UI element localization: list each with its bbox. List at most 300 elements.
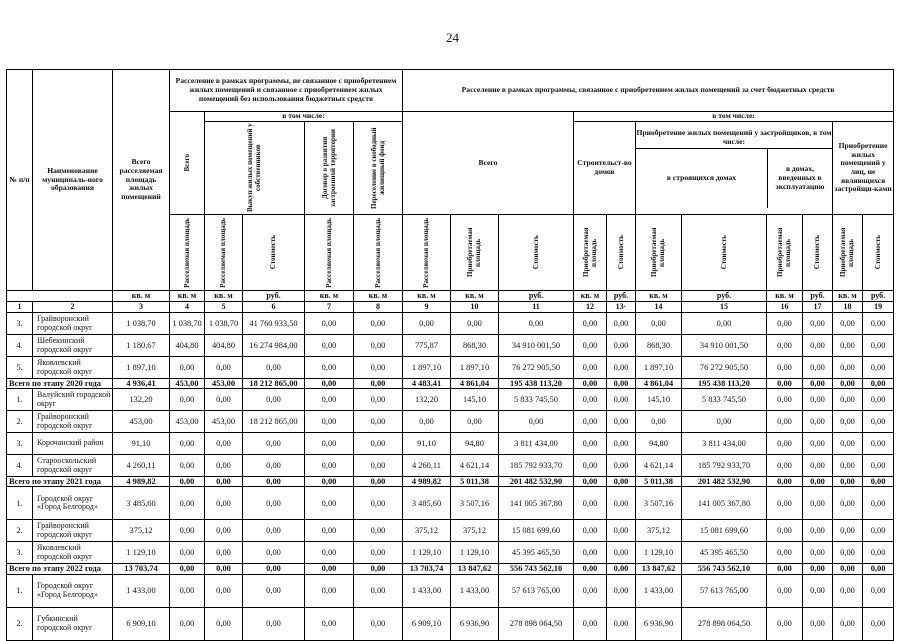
unit-cell: кв. м	[574, 291, 607, 302]
value-cell: 0,00	[205, 564, 243, 574]
value-cell: 0,00	[305, 379, 354, 389]
value-cell: 0,00	[305, 477, 354, 487]
col-num-header: № п/п	[7, 70, 33, 291]
value-cell: 1 897,10	[451, 357, 499, 379]
value-cell: 0,00	[205, 487, 243, 520]
value-cell: 0,00	[451, 313, 499, 335]
value-cell: 0,00	[205, 542, 243, 564]
value-cell: 0,00	[767, 607, 803, 640]
value-cell: 0,00	[574, 389, 607, 411]
table-body	[7, 313, 894, 641]
value-cell: 0,00	[170, 433, 205, 455]
row-number: 3.	[7, 433, 33, 455]
value-cell: 15 081 699,60	[499, 520, 574, 542]
value-cell: 0,00	[636, 411, 682, 433]
value-cell: 0,00	[833, 313, 863, 335]
value-cell: 0,00	[354, 455, 403, 477]
value-cell: 0,00	[607, 389, 636, 411]
row-number: 4.	[7, 455, 33, 477]
value-cell: 1 129,10	[113, 542, 170, 564]
value-cell: 0,00	[833, 574, 863, 607]
subhdr-cost: Стоимость	[803, 215, 833, 291]
value-cell: 0,00	[803, 520, 833, 542]
table-row	[7, 574, 894, 607]
including-header-left: в том числе:	[205, 112, 403, 122]
value-cell: 0,00	[803, 477, 833, 487]
value-cell: 0,00	[243, 520, 305, 542]
subhdr-resettled-area: Расселяемая площадь	[205, 215, 243, 291]
value-cell: 0,00	[354, 379, 403, 389]
value-cell: 0,00	[354, 574, 403, 607]
value-cell: 76 272 905,50	[682, 357, 767, 379]
value-cell: 57 613 765,00	[499, 574, 574, 607]
value-cell: 5 833 745,50	[499, 389, 574, 411]
value-cell: 0,00	[205, 520, 243, 542]
value-cell: 0,00	[803, 564, 833, 574]
value-cell: 185 792 933,70	[682, 455, 767, 477]
value-cell: 5 011,38	[636, 477, 682, 487]
value-cell: 0,00	[833, 379, 863, 389]
municipality-name: Шебекинский городской округ	[33, 335, 113, 357]
value-cell: 0,00	[863, 389, 894, 411]
value-cell: 1 129,10	[451, 542, 499, 564]
value-cell: 0,00	[767, 389, 803, 411]
unit-cell: руб.	[243, 291, 305, 302]
value-cell: 0,00	[205, 574, 243, 607]
value-cell: 0,00	[767, 335, 803, 357]
value-cell: 0,00	[833, 542, 863, 564]
value-cell: 0,00	[574, 487, 607, 520]
value-cell: 1 038,70	[170, 313, 205, 335]
value-cell: 0,00	[243, 455, 305, 477]
value-cell: 404,80	[205, 335, 243, 357]
value-cell: 0,00	[636, 313, 682, 335]
unit-cell: кв. м	[833, 291, 863, 302]
value-cell: 0,00	[767, 542, 803, 564]
value-cell: 0,00	[803, 357, 833, 379]
value-cell: 0,00	[863, 477, 894, 487]
value-cell: 4 621,14	[636, 455, 682, 477]
value-cell: 0,00	[607, 379, 636, 389]
value-cell: 45 395 465,50	[499, 542, 574, 564]
row-number: 4.	[7, 335, 33, 357]
column-numbers-row	[7, 302, 894, 313]
value-cell: 34 910 001,50	[682, 335, 767, 357]
value-cell: 4 861,04	[636, 379, 682, 389]
value-cell: 201 482 532,90	[682, 477, 767, 487]
subhdr-acquired-area: Приобретаемая площадь	[767, 215, 803, 291]
value-cell: 0,00	[833, 357, 863, 379]
column-number-cell: 19	[863, 302, 894, 313]
value-cell: 0,00	[243, 574, 305, 607]
value-cell: 0,00	[170, 542, 205, 564]
subhdr-resettled-area: Расселяемая площадь	[403, 215, 451, 291]
column-number-cell: 7	[305, 302, 354, 313]
value-cell: 0,00	[354, 607, 403, 640]
value-cell: 5 833 745,50	[682, 389, 767, 411]
value-cell: 3 811 434,00	[682, 433, 767, 455]
column-number-cell: 6	[243, 302, 305, 313]
value-cell: 0,00	[170, 564, 205, 574]
value-cell: 16 274 984,00	[243, 335, 305, 357]
value-cell: 1 433,00	[403, 574, 451, 607]
column-number-cell: 13·	[607, 302, 636, 313]
municipality-name: Старооскольский городской округ	[33, 455, 113, 477]
value-cell: 4 621,14	[451, 455, 499, 477]
unit-cell: руб.	[499, 291, 574, 302]
value-cell: 0,00	[305, 574, 354, 607]
value-cell: 0,00	[607, 542, 636, 564]
value-cell: 453,00	[205, 379, 243, 389]
value-cell: 0,00	[863, 357, 894, 379]
municipality-name: Грайворонский городской округ	[33, 411, 113, 433]
value-cell: 556 743 562,10	[499, 564, 574, 574]
row-number: 2.	[7, 607, 33, 640]
value-cell: 0,00	[205, 607, 243, 640]
value-cell: 0,00	[354, 433, 403, 455]
acq-from-dev-group	[636, 122, 833, 215]
stage-total-label: Всего по этапу 2021 года	[7, 477, 113, 487]
municipality-name: Яковлевский городской округ	[33, 357, 113, 379]
municipality-name: Корочанский район	[33, 433, 113, 455]
table-row	[7, 411, 894, 433]
value-cell: 0,00	[305, 520, 354, 542]
value-cell: 0,00	[403, 313, 451, 335]
row-number: 5.	[7, 357, 33, 379]
value-cell: 0,00	[243, 607, 305, 640]
value-cell: 0,00	[767, 433, 803, 455]
value-cell: 195 438 113,20	[682, 379, 767, 389]
value-cell: 0,00	[403, 411, 451, 433]
table-row	[7, 433, 894, 455]
value-cell: 0,00	[305, 487, 354, 520]
table-row	[7, 520, 894, 542]
value-cell: 0,00	[607, 335, 636, 357]
value-cell: 0,00	[863, 607, 894, 640]
value-cell: 0,00	[607, 607, 636, 640]
value-cell: 0,00	[833, 477, 863, 487]
value-cell: 0,00	[803, 389, 833, 411]
value-cell: 0,00	[451, 411, 499, 433]
contract-dev-header: Договор о развитии застроенной территории	[305, 122, 354, 215]
value-cell: 0,00	[170, 607, 205, 640]
group-purchase-header: Расселение в рамках программы, связанное с приобретением жилых помещений за счет бюджетных средств	[403, 70, 894, 112]
subhdr-acquired-area: Приобретаемая площадь	[833, 215, 863, 291]
value-cell: 0,00	[574, 564, 607, 574]
municipality-name: Грайворонский городской округ	[33, 313, 113, 335]
subhdr-cost: Стоимость	[499, 215, 574, 291]
value-cell: 1 433,00	[451, 574, 499, 607]
resettle-free-header: Переселение в свободный жилищный фонд	[354, 122, 403, 215]
value-cell: 0,00	[574, 607, 607, 640]
column-number-cell: 11	[499, 302, 574, 313]
value-cell: 0,00	[205, 357, 243, 379]
value-cell: 0,00	[305, 389, 354, 411]
unit-cell: кв. м	[354, 291, 403, 302]
subhdr-acquired-area: Приобретаемая площадь	[636, 215, 682, 291]
stage-total-row	[7, 477, 894, 487]
value-cell: 556 743 562,10	[682, 564, 767, 574]
row-number: 1.	[7, 487, 33, 520]
value-cell: 0,00	[354, 313, 403, 335]
value-cell: 6 909,10	[113, 607, 170, 640]
acq-from-dev-header: Приобретение жилых помещений у застройщиков, в том числе:	[636, 128, 832, 149]
value-cell: 0,00	[767, 411, 803, 433]
value-cell: 0,00	[863, 313, 894, 335]
value-cell: 0,00	[499, 313, 574, 335]
column-number-cell: 2	[33, 302, 113, 313]
unit-cell: руб.	[803, 291, 833, 302]
value-cell: 0,00	[803, 487, 833, 520]
value-cell: 0,00	[863, 520, 894, 542]
value-cell: 1 433,00	[636, 574, 682, 607]
value-cell: 0,00	[170, 389, 205, 411]
value-cell: 0,00	[863, 379, 894, 389]
unit-cell: кв. м	[636, 291, 682, 302]
value-cell: 0,00	[205, 477, 243, 487]
subhdr-resettled-area: Расселяемая площадь	[354, 215, 403, 291]
value-cell: 0,00	[305, 357, 354, 379]
value-cell: 775,87	[403, 335, 451, 357]
value-cell: 278 898 064,50	[682, 607, 767, 640]
municipality-name: Валуйский городской округ	[33, 389, 113, 411]
value-cell: 0,00	[607, 564, 636, 574]
value-cell: 1 038,70	[113, 313, 170, 335]
value-cell: 0,00	[243, 433, 305, 455]
table-row	[7, 542, 894, 564]
value-cell: 0,00	[305, 335, 354, 357]
column-number-cell: 9	[403, 302, 451, 313]
value-cell: 453,00	[205, 411, 243, 433]
value-cell: 0,00	[305, 313, 354, 335]
value-cell: 0,00	[607, 574, 636, 607]
value-cell: 0,00	[767, 379, 803, 389]
value-cell: 0,00	[243, 542, 305, 564]
value-cell: 0,00	[863, 564, 894, 574]
value-cell: 0,00	[354, 542, 403, 564]
value-cell: 0,00	[170, 477, 205, 487]
value-cell: 1 038,70	[205, 313, 243, 335]
value-cell: 0,00	[863, 487, 894, 520]
value-cell: 0,00	[682, 411, 767, 433]
value-cell: 0,00	[803, 607, 833, 640]
column-number-cell: 14	[636, 302, 682, 313]
value-cell: 278 898 064,50	[499, 607, 574, 640]
value-cell: 0,00	[607, 487, 636, 520]
value-cell: 0,00	[607, 455, 636, 477]
unit-cell: кв. м	[403, 291, 451, 302]
col-total-area-header: Всего расселяемая площадь жилых помещений	[113, 70, 170, 291]
value-cell: 0,00	[170, 487, 205, 520]
value-cell: 0,00	[354, 564, 403, 574]
value-cell: 0,00	[574, 574, 607, 607]
column-number-cell: 18	[833, 302, 863, 313]
units-row	[7, 291, 894, 302]
unit-cell: руб.	[607, 291, 636, 302]
value-cell: 0,00	[803, 411, 833, 433]
value-cell: 0,00	[863, 455, 894, 477]
value-cell: 0,00	[243, 477, 305, 487]
unit-cell: кв. м	[767, 291, 803, 302]
value-cell: 0,00	[574, 335, 607, 357]
value-cell: 0,00	[205, 389, 243, 411]
value-cell: 0,00	[833, 411, 863, 433]
value-cell: 0,00	[863, 433, 894, 455]
value-cell: 0,00	[833, 607, 863, 640]
stage-total-label: Всего по этапу 2020 года	[7, 379, 113, 389]
subhdr-acquired-area: Приобретаемая площадь	[451, 215, 499, 291]
value-cell: 375,12	[113, 520, 170, 542]
value-cell: 0,00	[305, 542, 354, 564]
stage-total-row	[7, 379, 894, 389]
value-cell: 0,00	[305, 411, 354, 433]
value-cell: 3 485,60	[113, 487, 170, 520]
value-cell: 145,10	[636, 389, 682, 411]
value-cell: 145,10	[451, 389, 499, 411]
table-row	[7, 389, 894, 411]
value-cell: 3 507,16	[451, 487, 499, 520]
value-cell: 1 897,10	[636, 357, 682, 379]
row-number: 3.	[7, 313, 33, 335]
value-cell: 0,00	[607, 357, 636, 379]
municipality-name: Городской округ «Город Белгород»	[33, 487, 113, 520]
value-cell: 0,00	[803, 335, 833, 357]
value-cell: 0,00	[574, 433, 607, 455]
unit-cell: кв. м	[170, 291, 205, 302]
subhdr-cost: Стоимость	[682, 215, 767, 291]
table-row	[7, 357, 894, 379]
value-cell: 18 212 865,00	[243, 379, 305, 389]
column-number-cell: 10	[451, 302, 499, 313]
value-cell: 0,00	[863, 335, 894, 357]
value-cell: 0,00	[354, 389, 403, 411]
value-cell: 0,00	[803, 542, 833, 564]
value-cell: 1 897,10	[403, 357, 451, 379]
value-cell: 0,00	[170, 455, 205, 477]
value-cell: 453,00	[170, 379, 205, 389]
value-cell: 0,00	[574, 411, 607, 433]
value-cell: 0,00	[833, 487, 863, 520]
municipality-name: Грайворонский городской округ	[33, 520, 113, 542]
value-cell: 0,00	[767, 357, 803, 379]
value-cell: 0,00	[574, 313, 607, 335]
column-number-cell: 8	[354, 302, 403, 313]
value-cell: 0,00	[803, 313, 833, 335]
municipality-name: Городской округ «Город Белгород»	[33, 574, 113, 607]
column-number-cell: 16	[767, 302, 803, 313]
total-header-left: Всего	[170, 112, 205, 215]
value-cell: 0,00	[354, 520, 403, 542]
value-cell: 404,80	[170, 335, 205, 357]
row-number: 2.	[7, 520, 33, 542]
subhdr-cost: Стоимость	[607, 215, 636, 291]
column-number-cell: 3	[113, 302, 170, 313]
table-row	[7, 607, 894, 640]
value-cell: 0,00	[574, 379, 607, 389]
value-cell: 94,80	[451, 433, 499, 455]
value-cell: 0,00	[607, 313, 636, 335]
value-cell: 868,30	[451, 335, 499, 357]
value-cell: 6 936,90	[636, 607, 682, 640]
stage-total-label: Всего по этапу 2022 года	[7, 564, 113, 574]
value-cell: 132,20	[113, 389, 170, 411]
unit-cell: кв. м	[113, 291, 170, 302]
including-header-right: в том числе:	[574, 112, 894, 122]
subhdr-cost: Стоимость	[243, 215, 305, 291]
value-cell: 13 703,74	[403, 564, 451, 574]
value-cell: 0,00	[833, 335, 863, 357]
municipality-name: Яковлевский городской округ	[33, 542, 113, 564]
value-cell: 0,00	[170, 357, 205, 379]
value-cell: 0,00	[305, 433, 354, 455]
value-cell: 94,80	[636, 433, 682, 455]
resettlement-table	[6, 69, 894, 641]
row-number: 3.	[7, 542, 33, 564]
value-cell: 0,00	[574, 520, 607, 542]
unit-cell: руб.	[863, 291, 894, 302]
col-name-header: Наименование муниципаль-ного образования	[33, 70, 113, 291]
value-cell: 141 005 367,80	[682, 487, 767, 520]
value-cell: 0,00	[767, 564, 803, 574]
value-cell: 0,00	[305, 607, 354, 640]
table-row	[7, 487, 894, 520]
value-cell: 375,12	[451, 520, 499, 542]
column-number-cell: 12	[574, 302, 607, 313]
value-cell: 132,20	[403, 389, 451, 411]
column-number-cell: 15	[682, 302, 767, 313]
value-cell: 0,00	[243, 564, 305, 574]
value-cell: 185 792 933,70	[499, 455, 574, 477]
value-cell: 0,00	[607, 411, 636, 433]
value-cell: 1 129,10	[403, 542, 451, 564]
subhdr-cost: Стоимость	[863, 215, 894, 291]
value-cell: 0,00	[803, 455, 833, 477]
value-cell: 0,00	[574, 477, 607, 487]
subhdr-resettled-area: Расселяемая площадь	[305, 215, 354, 291]
value-cell: 0,00	[354, 487, 403, 520]
value-cell: 0,00	[243, 357, 305, 379]
value-cell: 453,00	[113, 411, 170, 433]
value-cell: 6 936,90	[451, 607, 499, 640]
value-cell: 45 395 465,50	[682, 542, 767, 564]
value-cell: 375,12	[636, 520, 682, 542]
value-cell: 0,00	[767, 487, 803, 520]
row-number: 1.	[7, 389, 33, 411]
subhdr-resettled-area: Расселяемая площадь	[170, 215, 205, 291]
stage-total-row	[7, 564, 894, 574]
value-cell: 6 909,10	[403, 607, 451, 640]
value-cell: 0,00	[833, 455, 863, 477]
value-cell: 4 989,82	[403, 477, 451, 487]
value-cell: 4 260,11	[113, 455, 170, 477]
municipality-name: Губкинский городской округ	[33, 607, 113, 640]
value-cell: 0,00	[833, 389, 863, 411]
value-cell: 91,10	[403, 433, 451, 455]
page-number: 24	[446, 30, 459, 45]
value-cell: 0,00	[767, 520, 803, 542]
value-cell: 195 438 113,20	[499, 379, 574, 389]
value-cell: 375,12	[403, 520, 451, 542]
value-cell: 0,00	[499, 411, 574, 433]
value-cell: 0,00	[607, 520, 636, 542]
value-cell: 0,00	[767, 455, 803, 477]
value-cell: 0,00	[607, 433, 636, 455]
value-cell: 0,00	[863, 411, 894, 433]
buyout-header: Выкуп жилых помещений у собственников	[205, 122, 305, 215]
value-cell: 18 212 865,00	[243, 411, 305, 433]
column-number-cell: 5	[205, 302, 243, 313]
value-cell: 0,00	[574, 542, 607, 564]
